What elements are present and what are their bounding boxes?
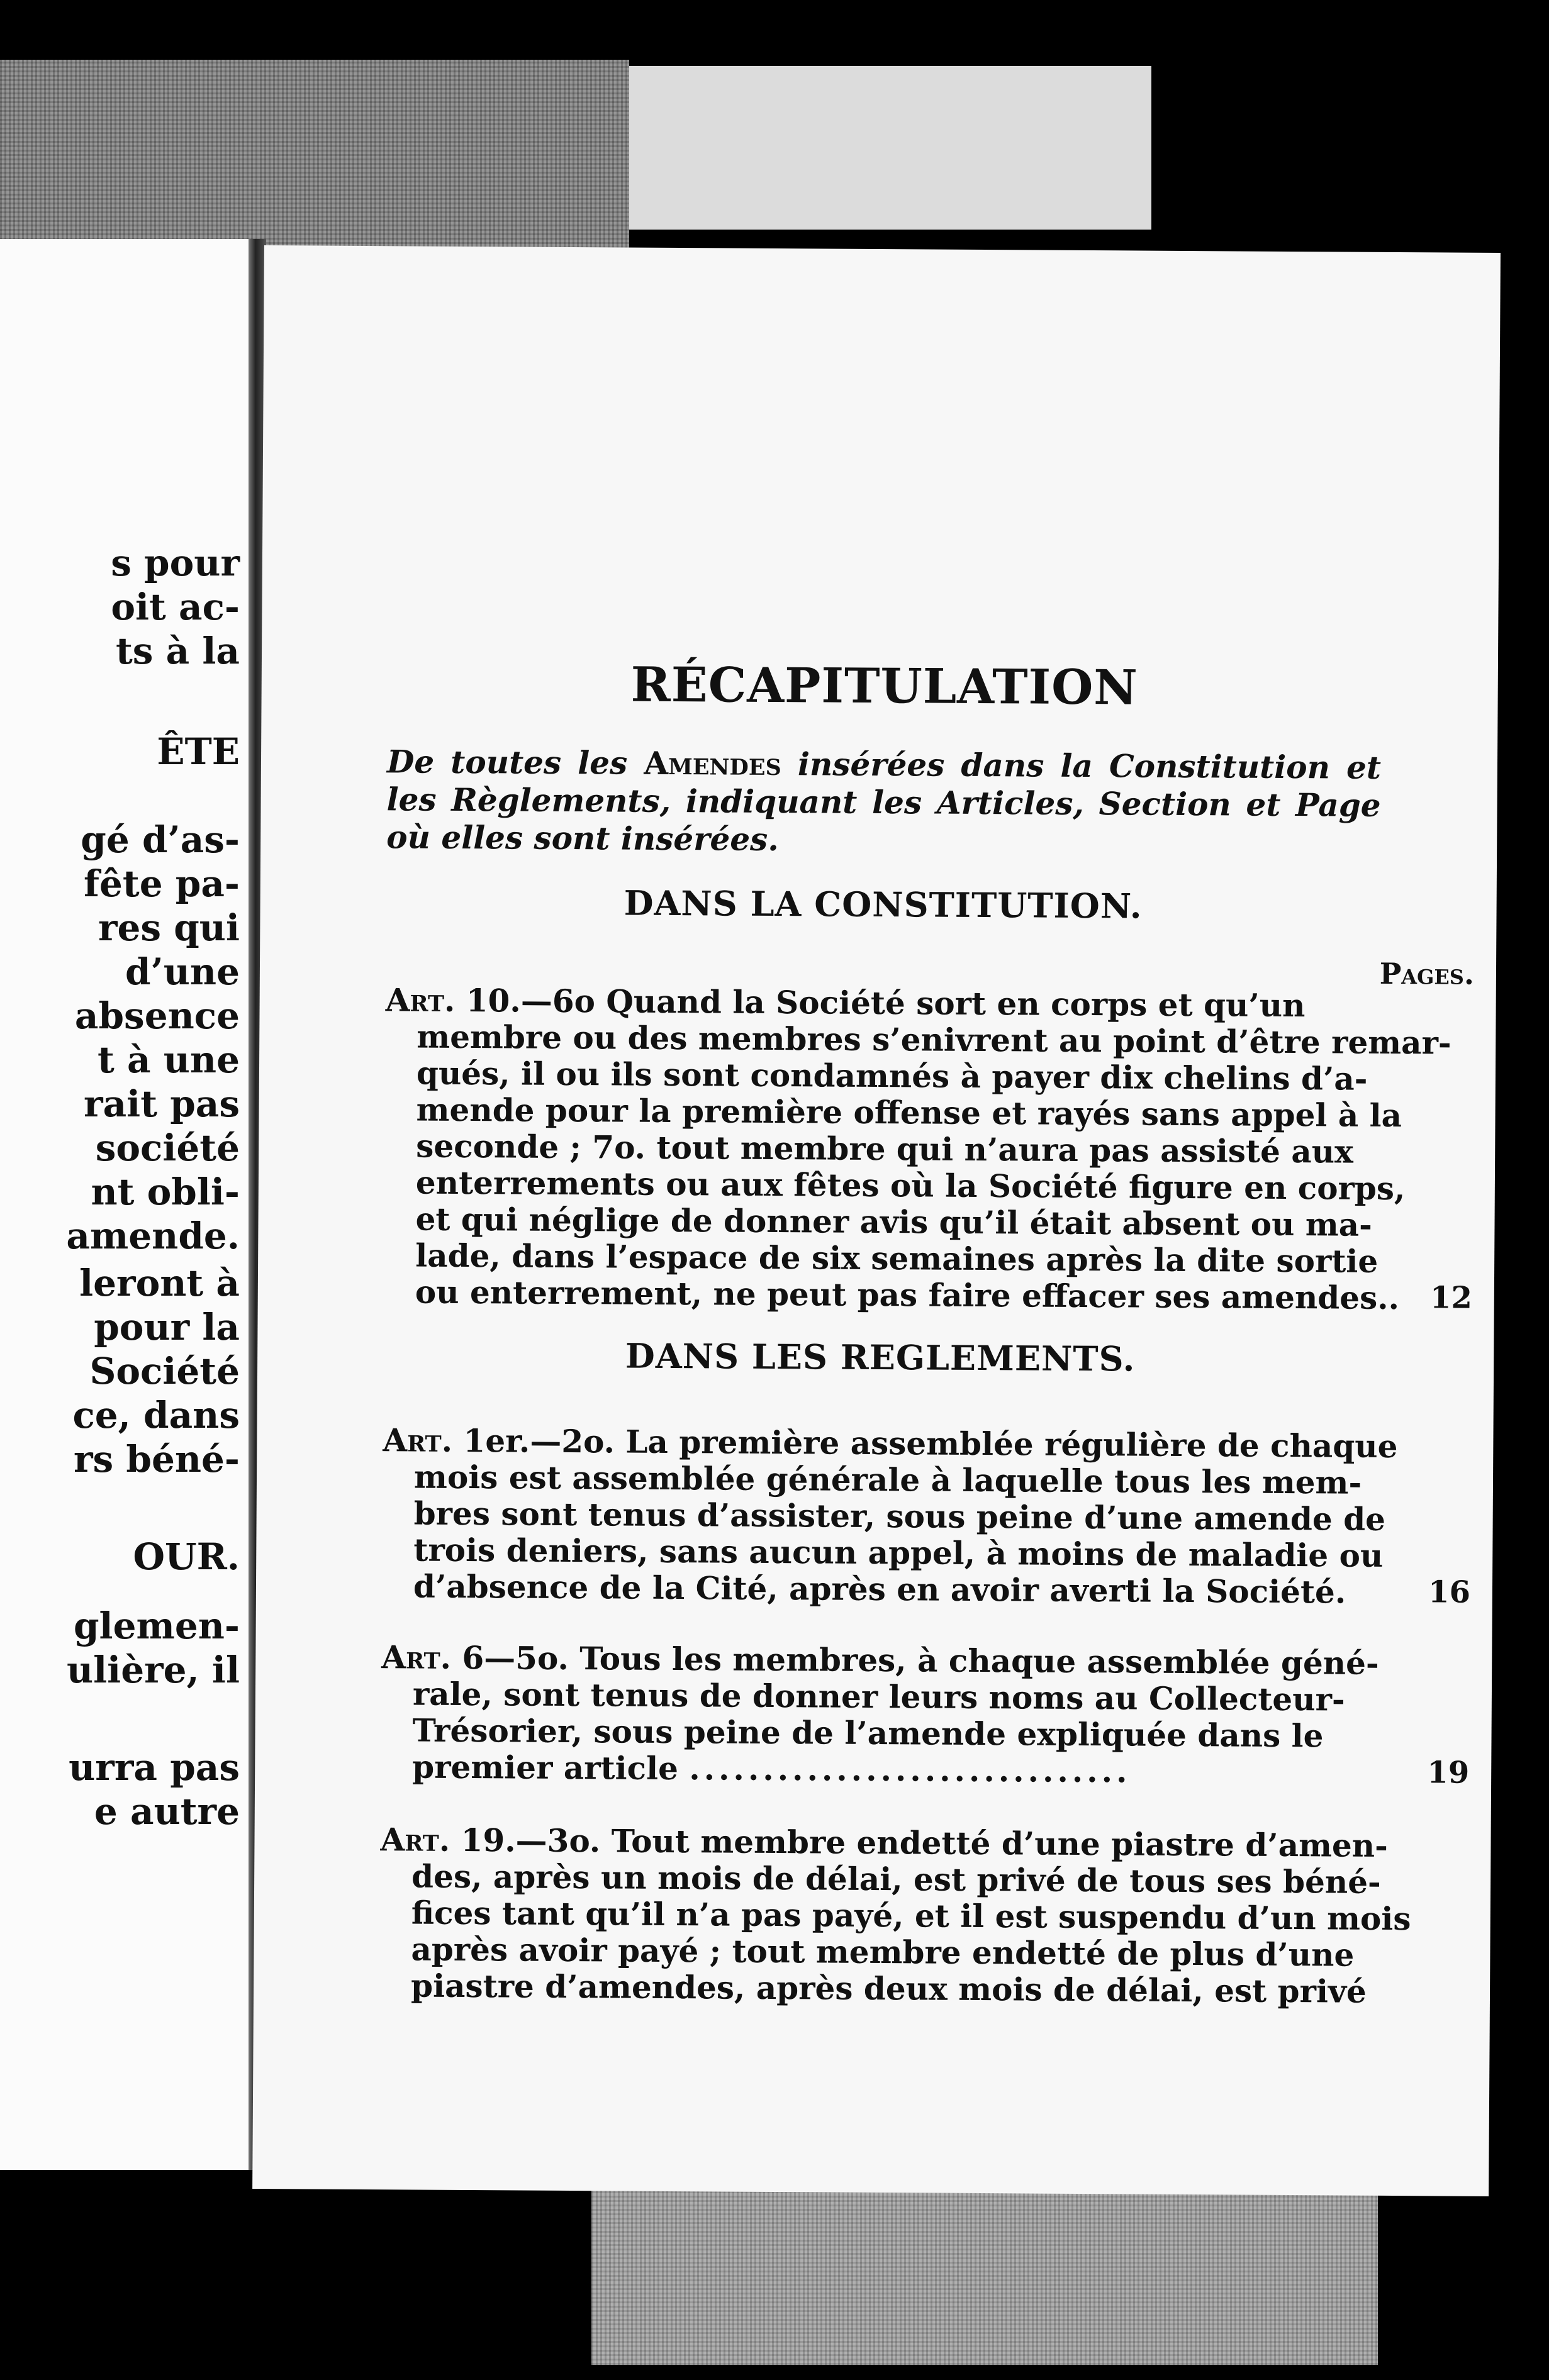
page-number: 12 (1429, 1280, 1472, 1316)
left-page-line: glemen- (73, 1604, 240, 1647)
page-title: RÉCAPITULATION (630, 656, 1139, 716)
entry-line: bres sont tenus d’assister, sous peine d’une amende de (413, 1494, 1386, 1538)
entry-line: Art. 10.—6o Quand la Société sort en corps et qu’un (385, 981, 1306, 1025)
art-label: Art. (385, 981, 456, 1019)
left-page-line: rait pas (84, 1082, 240, 1125)
main-page (252, 245, 1501, 2196)
section-heading-constitution: DANS LA CONSTITUTION. (624, 882, 1143, 926)
subtitle-part1: De toutes les (386, 743, 644, 782)
page-number: 19 (1427, 1755, 1470, 1791)
entry-line: Art. 19.—3o. Tout membre endetté d’une piastre d’amen- (380, 1821, 1389, 1864)
left-page-line: e autre (94, 1790, 240, 1833)
entry-line: enterrements ou aux fêtes où la Société figure en corps, (415, 1164, 1406, 1208)
left-page-line: s pour (111, 542, 240, 584)
pages-column-label: Pages. (1379, 956, 1475, 991)
art-label: Art. (380, 1821, 450, 1859)
subtitle-part2: insérées dans la Constitution et les Règlements, indiquant les Articles, Section et Page où elles sont insérées. (386, 745, 1382, 859)
left-page-line: nt obli- (91, 1171, 240, 1213)
left-page-line: société (95, 1126, 240, 1169)
entry-line: Trésorier, sous peine de l’amende expliquée dans le (412, 1711, 1324, 1755)
left-page-line: ÊTE (157, 730, 240, 773)
left-page-line: d’une (125, 950, 240, 993)
left-page-line: absence (74, 994, 240, 1037)
left-page-line: ce, dans (72, 1394, 240, 1437)
entry-art-19 (379, 1821, 1411, 2010)
left-page-line: gé d’as- (81, 818, 240, 861)
left-page-line: pour la (94, 1306, 240, 1348)
entry-line: qués, il ou ils sont condamnés à payer dix chelins d’a- (416, 1054, 1368, 1098)
entry-line: Art. 6—5o. Tous les membres, à chaque assemblée géné- (381, 1638, 1379, 1682)
binding-paper-top (629, 66, 1151, 230)
entry-line: piastre d’amendes, après deux mois de délai, est privé (410, 1967, 1367, 2010)
entry-line: seconde ; 7o. tout membre qui n’aura pas assisté aux (416, 1127, 1354, 1171)
entry-line: lade, dans l’espace de six semaines après la dite sortie (415, 1237, 1378, 1280)
left-page-line: rs béné- (73, 1438, 240, 1481)
entry-line: Art. 1er.—2o. La première assemblée régulière de chaque (383, 1421, 1398, 1465)
left-page-line: ulière, il (66, 1649, 240, 1691)
entry-line: membre ou des membres s’enivrent au point d’être remar- (417, 1018, 1451, 1062)
entry-line: mois est assemblée générale à laquelle tous les mem- (413, 1458, 1362, 1501)
entry-line: après avoir payé ; tout membre endetté de plus d’une (411, 1930, 1355, 1974)
page-subtitle (386, 743, 1381, 862)
entry-line: mende pour la première offense et rayés sans appel à la (416, 1091, 1402, 1135)
left-page-line: leront à (79, 1262, 240, 1304)
art-label: Art. (381, 1638, 452, 1676)
left-page-line: res qui (98, 906, 240, 949)
entry-line: et qui néglige de donner avis qu’il était absent ou ma- (415, 1200, 1373, 1243)
entry-line: fices tant qu’il n’a pas payé, et il est suspendu d’un mois (411, 1894, 1411, 1938)
binding-cloth-top (0, 60, 629, 248)
subtitle-amendes: Amendes (644, 744, 782, 783)
left-page-line: urra pas (69, 1746, 240, 1789)
left-page (0, 239, 249, 2170)
leader-dots: .............................. (689, 1750, 1131, 1790)
entry-line: trois deniers, sans aucun appel, à moins de maladie ou (413, 1531, 1384, 1574)
left-page-line: t à une (98, 1038, 240, 1081)
art-label: Art. (383, 1421, 453, 1459)
left-page-line: OUR. (133, 1535, 240, 1578)
entry-art-1 (382, 1421, 1398, 1611)
entry-line: ou enterrement, ne peut pas faire effacer ses amendes.. (415, 1273, 1400, 1317)
entry-line: premier article .............................. (412, 1748, 1131, 1790)
left-page-line: fête pa- (84, 862, 240, 905)
entry-art-6 (381, 1638, 1379, 1791)
entry-line: d’absence de la Cité, après en avoir averti la Société. (413, 1567, 1346, 1611)
page-content (380, 246, 1475, 2010)
section-heading-reglements: DANS LES REGLEMENTS. (625, 1335, 1136, 1379)
left-page-line: oit ac- (111, 586, 240, 628)
left-page-line: amende. (66, 1215, 240, 1257)
left-page-line: Société (89, 1350, 240, 1393)
entry-line: rale, sont tenus de donner leurs noms au Collecteur- (412, 1675, 1345, 1718)
entry-line: des, après un mois de délai, est privé de tous ses béné- (411, 1857, 1381, 1901)
left-page-line: ts à la (115, 630, 240, 672)
page-number: 16 (1428, 1574, 1471, 1610)
